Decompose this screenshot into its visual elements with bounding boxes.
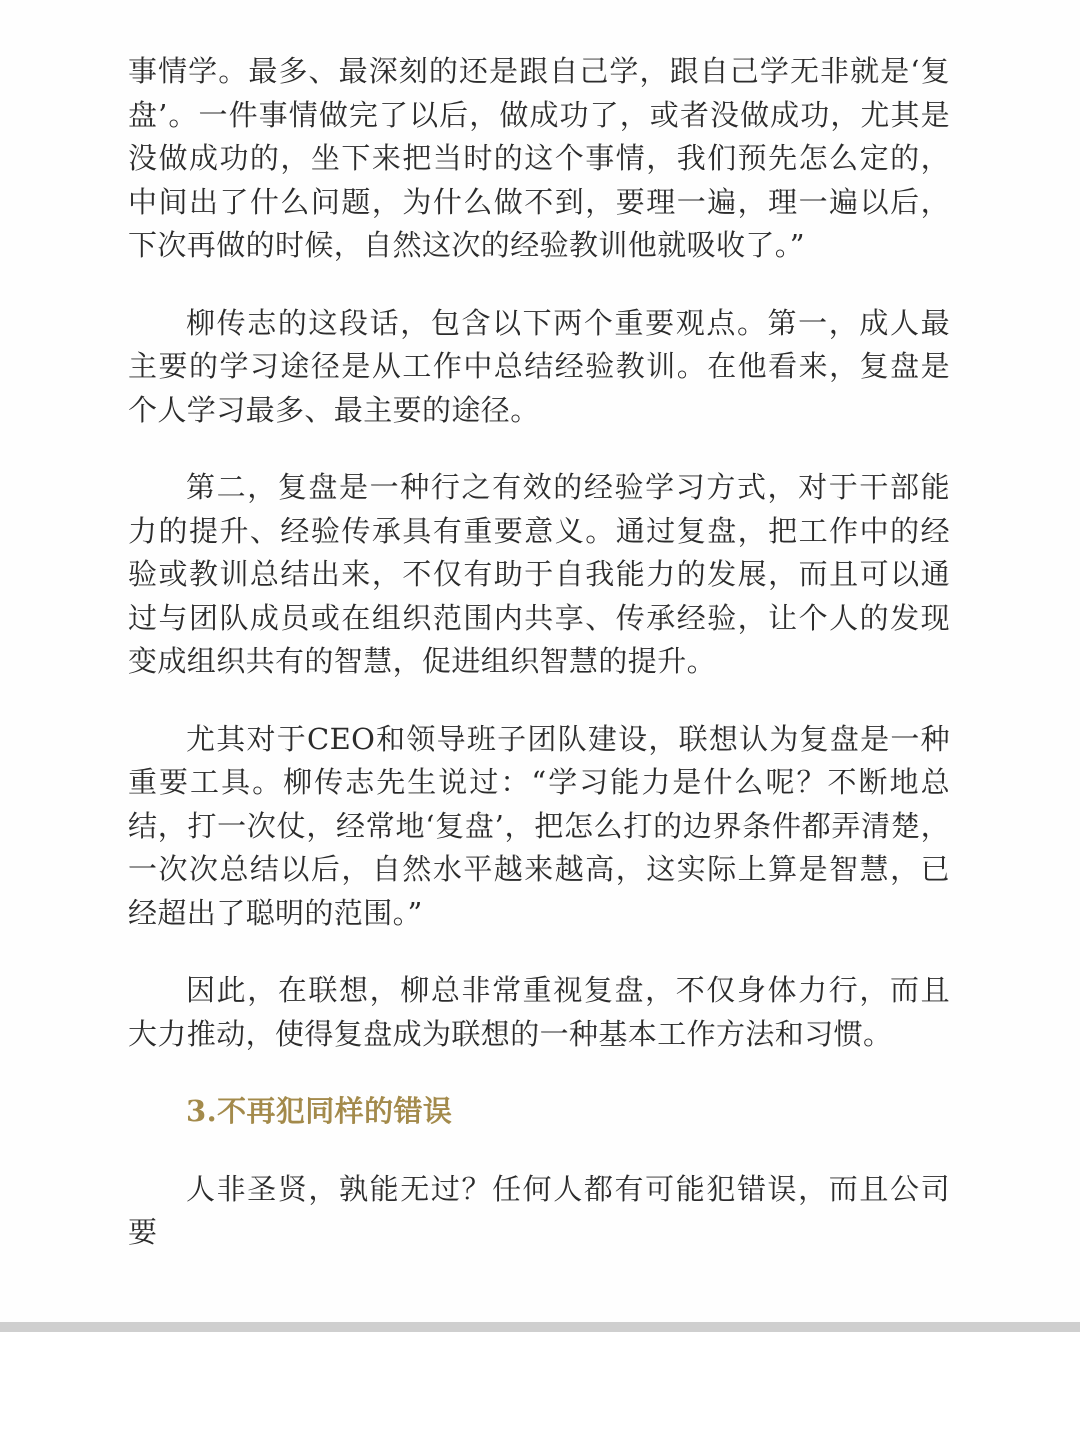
blank-area [0,1332,1080,1439]
page-divider [0,1322,1080,1332]
paragraph-truncated: 人非圣贤，孰能无过？任何人都有可能犯错误，而且公司要 [128,1171,950,1249]
paragraph-two-viewpoints: 柳传志的这段话，包含以下两个重要观点。第一，成人最主要的学习途径是从工作中总结经验教训。在他看来，复盘是个人学习最多、最主要的途径。 [128,305,950,427]
section-heading: 3.不再犯同样的错误 [186,1094,453,1128]
paragraph-continued-quote: 事情学。最多、最深刻的还是跟自己学，跟自己学无非就是‘复盘’。一件事情做完了以后，做成功了，或者没做成功，尤其是没做成功的，坐下来把当时的这个事情，我们预先怎么定的，中间出了什么问题，为什么做不到，要理一遍，理一遍以后，下次再做的时候，自然这次的经验教训他就吸收了。” [128,54,950,262]
text-column [128,50,950,1255]
paragraph-ceo-team: 尤其对于CEO和领导班子团队建设，联想认为复盘是一种重要工具。柳传志先生说过：“学习能力是什么呢？不断地总结，打一次仗，经常地‘复盘’，把怎么打的边界条件都弄清楚，一次次总结以后，自然水平越来越高，这实际上算是智慧，已经超出了聪明的范围。” [128,721,950,930]
paragraph-second-viewpoint: 第二，复盘是一种行之有效的经验学习方式，对于干部能力的提升、经验传承具有重要意义。通过复盘，把工作中的经验或教训总结出来，不仅有助于自我能力的发展，而且可以通过与团队成员或在组织范围内共享、传承经验，让个人的发现变成组织共有的智慧，促进组织智慧的提升。 [128,470,950,678]
paragraph-conclusion: 因此，在联想，柳总非常重视复盘，不仅身体力行，而且大力推动，使得复盘成为联想的一种基本工作方法和习惯。 [128,973,950,1051]
